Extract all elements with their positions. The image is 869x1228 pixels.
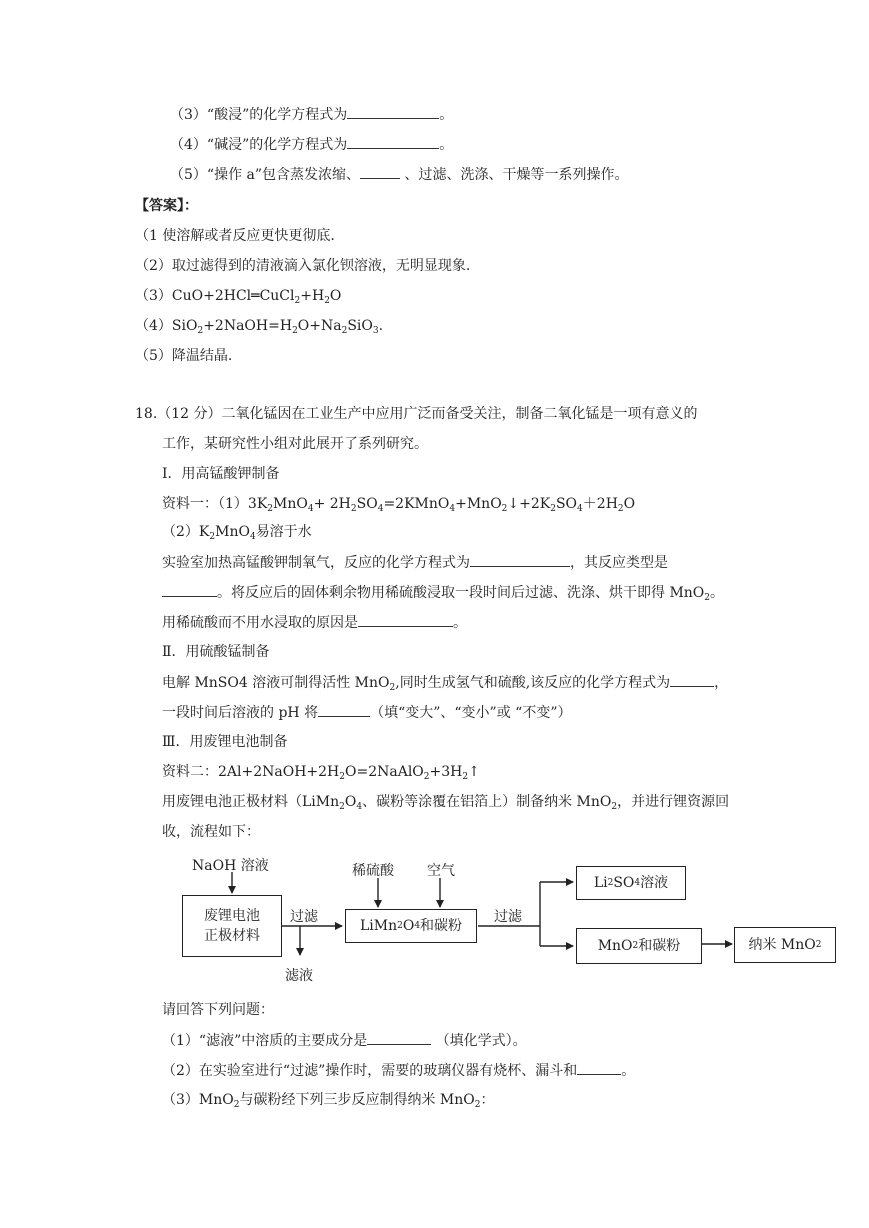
question-text: （5）“操作 a”包含蒸发浓缩、 (170, 167, 361, 183)
text: 用稀硫酸而不用水浸取的原因是 (162, 615, 358, 631)
answer-1: （1 使溶解或者反应更快更彻底. (135, 228, 335, 244)
questions-intro: 请回答下列问题： (162, 1002, 274, 1018)
text: 。 (453, 615, 467, 631)
question-2-filter-glassware (162, 1060, 635, 1081)
question-3-reactions (162, 1090, 495, 1110)
text: O (623, 496, 636, 512)
text: ↓+2K (507, 496, 551, 512)
text: SO (356, 496, 378, 512)
subscript: 2 (550, 504, 556, 514)
text: MnO (273, 496, 308, 512)
subscript: 4 (249, 532, 256, 542)
text: 易溶于水 (255, 524, 312, 540)
text: O (344, 794, 357, 810)
section-2-heading: Ⅱ．用硫酸锰制备 (162, 644, 270, 660)
text: （3）MnO (162, 1092, 234, 1108)
subscript: 2 (423, 772, 430, 782)
subscript: 4 (449, 504, 456, 514)
question-text: （3）“酸浸”的化学方程式为 (170, 107, 348, 123)
subscript: 2 (339, 772, 345, 782)
mno2-carbon-box: MnO 2 和碳粉 (576, 928, 702, 964)
text: ，并进行锂资源回 (617, 794, 730, 810)
text: Li (593, 875, 608, 891)
text: （3）CuO+2HCl═CuCl (135, 288, 295, 304)
subscript: 2 (617, 504, 624, 514)
subscript: 2 (704, 593, 711, 603)
text: ，其反应类型是 (570, 555, 668, 571)
text: +3H (429, 764, 463, 780)
subscript: 3 (372, 326, 379, 336)
subscript: 2 (339, 802, 345, 812)
subscript: 2 (389, 683, 396, 693)
question-text: 。 (439, 107, 454, 123)
text: MnO (597, 938, 633, 954)
question-text: （4）“碱浸”的化学方程式为 (170, 137, 348, 153)
section-3-heading: Ⅲ．用废锂电池制备 (162, 734, 288, 750)
subscript: 2 (197, 326, 204, 336)
box-text: 正极材料 (204, 928, 260, 944)
subscript: 2 (233, 1100, 240, 1110)
text: 。 (621, 1063, 636, 1079)
text: 、碳粉等涂覆在铝箔上）制备纳米 MnO (362, 794, 612, 810)
text: + 2H (313, 496, 351, 512)
subscript: 2 (474, 1100, 481, 1110)
question-text: 、过滤、洗涤、干燥等一系列操作。 (400, 167, 629, 183)
text: O (402, 918, 415, 934)
text: 用废锂电池正极材料（LiMn (162, 794, 340, 810)
paragraph-3b: 收，流程如下： (162, 824, 260, 840)
air-label: 空气 (427, 863, 455, 879)
subscript: 2 (292, 326, 298, 336)
subscript: 2 (611, 802, 618, 812)
text: ， (714, 675, 729, 691)
text: ↑ (468, 764, 480, 780)
text: 溶液 (640, 875, 669, 891)
answer-blank (577, 1060, 621, 1075)
waste-battery-box (182, 895, 282, 957)
subscript: 2 (350, 504, 357, 514)
text: ＋2H (582, 496, 618, 512)
subscript: 2 (267, 504, 274, 514)
text: 电解 MnSO4 溶液可制得活性 MnO (162, 675, 390, 691)
limn2o4-carbon-box: LiMn 2 O 4 和碳粉 (345, 909, 477, 943)
text: 和碳粉 (638, 938, 681, 954)
subscript: 2 (462, 772, 469, 782)
text: （填化学式）。 (431, 1033, 527, 1049)
text: ,同时生成氢气和硫酸,该反应的化学方程式为 (395, 675, 671, 691)
text: 实验室加热高锰酸钾制氧气，反应的化学方程式为 (162, 555, 470, 571)
subscript: 4 (577, 504, 583, 514)
text: （1）“滤液”中溶质的主要成分是 (162, 1033, 368, 1049)
answer-5: （5）降温结晶. (135, 348, 233, 364)
answer-2: （2）取过滤得到的清液滴入氯化钡溶液，无明显现象. (135, 258, 471, 274)
text: +MnO (455, 496, 502, 512)
naoh-solution-label: NaOH 溶液 (192, 858, 269, 874)
text: 一段时间后溶液的 pH 将 (162, 705, 319, 721)
text: 资料二：2Al+2NaOH+2H (162, 764, 340, 780)
subscript: 2 (501, 504, 508, 514)
question-text: 。 (439, 137, 454, 153)
text: （填“变大”、“变小”或 “不变”） (370, 705, 572, 721)
filter-2-label: 过滤 (494, 909, 522, 925)
answer-heading: 【答案】： (135, 198, 198, 214)
text: 。将反应后的固体剩余物用稀硫酸浸取一段时间后过滤、洗涤、烘干即得 MnO (217, 585, 705, 601)
dilute-acid-label: 稀硫酸 (352, 863, 394, 879)
subscript: 4 (356, 802, 363, 812)
text: 。 (710, 585, 725, 601)
text: +2NaOH=H (203, 318, 293, 334)
text: SiO (347, 318, 373, 334)
text: +H (300, 288, 325, 304)
text: O+Na (297, 318, 342, 334)
box-text: 废锂电池 (204, 908, 260, 924)
text: O=2NaAlO (345, 764, 424, 780)
text: （4）SiO (135, 318, 198, 334)
text: ： (480, 1092, 495, 1108)
subscript: 2 (341, 326, 348, 336)
nano-mno2-box: 纳米 MnO 2 (734, 927, 836, 963)
li2so4-solution-box: Li 2 SO 4 溶液 (576, 866, 686, 900)
text: （2）在实验室进行“过滤”操作时，需要的玻璃仪器有烧杯、漏斗和 (162, 1063, 578, 1079)
text: （2）K (162, 524, 210, 540)
text: 和碳粉 (420, 918, 463, 934)
filtrate-label: 滤液 (285, 968, 313, 984)
text: SO (555, 496, 578, 512)
section-1-heading: Ⅰ．用高锰酸钾制备 (162, 466, 280, 482)
filter-1-label: 过滤 (290, 909, 318, 925)
subscript: 4 (377, 504, 384, 514)
text: SO (613, 875, 635, 891)
subscript: 2 (209, 532, 216, 542)
text: MnO (215, 524, 250, 540)
q18-line-1: 18.（12 分）二氧化锰因在工业生产中应用广泛而备受关注，制备二氧化锰是一项有意义的 (135, 406, 698, 422)
q18-line-2: 工作，某研究性小组对此展开了系列研究。 (162, 436, 428, 452)
text: 纳米 MnO (748, 937, 816, 953)
text: . (378, 318, 384, 334)
text: =2KMnO (383, 496, 450, 512)
answer-blank (367, 1030, 431, 1045)
subscript: 4 (307, 504, 314, 514)
text: 资料一：（1）3K (162, 496, 268, 512)
question-1-filtrate (162, 1030, 527, 1051)
text: O (329, 288, 342, 304)
text: LiMn (359, 918, 398, 934)
text: 与碳粉经下列三步反应制得纳米 MnO (239, 1092, 475, 1108)
subscript: 2 (294, 296, 301, 306)
subscript: 2 (324, 296, 330, 306)
